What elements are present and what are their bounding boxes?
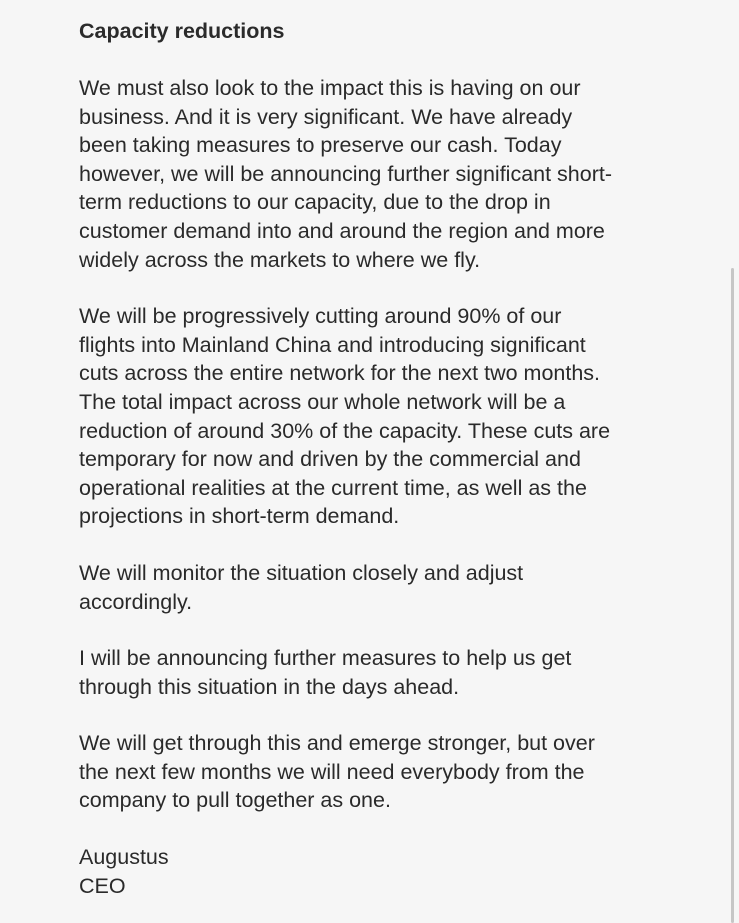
paragraph-cuts: We will be progressively cutting around 90% of our flights into Mainland China and introducing significant cuts across the entire network for the next two months. The total impact across our whole network will be a reduction of around 30% of the capacity. These cuts are temporary for now and driven by the commercial and operational realities at the current time, as well as the projections in short-term demand. bbox=[79, 304, 611, 529]
signoff-title: CEO bbox=[79, 873, 126, 898]
paragraph-further-measures: I will be announcing further measures to help us get through this situation in the days ahead. bbox=[79, 646, 572, 699]
vertical-scrollbar[interactable] bbox=[731, 268, 734, 923]
signoff-name: Augustus bbox=[79, 845, 169, 870]
section-heading: Capacity reductions bbox=[79, 19, 285, 43]
document-body bbox=[79, 16, 679, 900]
paragraph-emerge-stronger: We will get through this and emerge stronger, but over the next few months we will need everybody from the company to pull together as one. bbox=[79, 731, 595, 813]
paragraph-impact: We must also look to the impact this is having on our business. And it is very significant. We have already been taking measures to preserve our cash. Today however, we will be announcing further significant short- term reductions to our capacity, due to the drop in customer demand into and around the region and more widely across the markets to where we fly. bbox=[79, 76, 613, 272]
paragraph-monitor: We will monitor the situation closely and adjust accordingly. bbox=[79, 560, 524, 614]
